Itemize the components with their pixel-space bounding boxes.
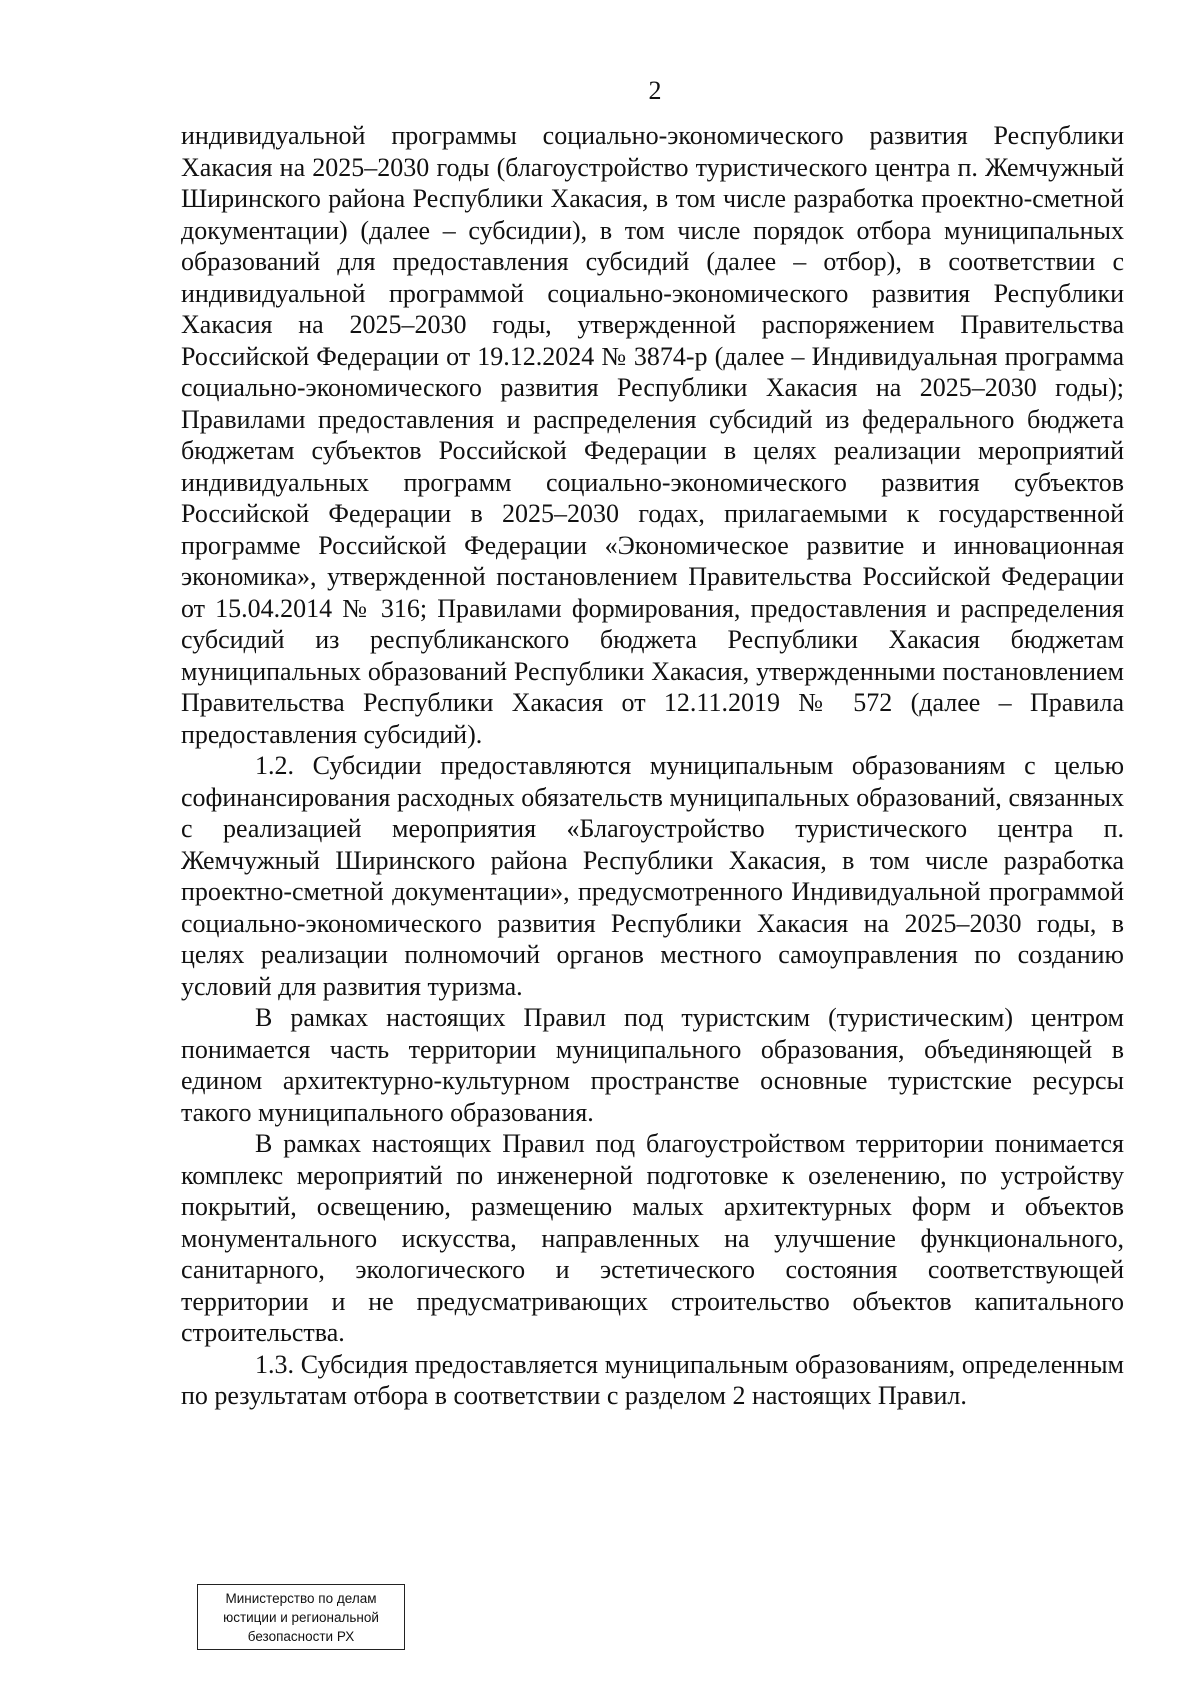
paragraph-improvement-definition: В рамках настоящих Правил под благоустройством территории понимается комплекс мероприятий по инженерной подготовке к озеленению, по устройству покрытий, освещению, размещению малых архитектурных форм и объектов монументального искусства, направленных на улучшение функционального, санитарного, экологического и эстетического состояния соответствующей территории и не предусматривающих строительство объектов капитального строительства. — [181, 1129, 1124, 1347]
page-number: 2 — [648, 76, 662, 105]
paragraph-tourist-center-definition: В рамках настоящих Правил под туристским (туристическим) центром понимается часть территории муниципального образования, объединяющей в едином архитектурно-культурном пространстве основные туристские ресурсы такого муниципального образования. — [181, 1003, 1124, 1127]
paragraph-1-1-continued: индивидуальной программы социально-экономического развития Республики Хакасия на 2025–2030 годы (благоустройство туристического центра п. Жемчужный Ширинского района Республики Хакасия, в том числе разработка проектно-сметной документации) (далее – субсидии), в том числе порядок отбора муниципальных образований для предоставления субсидий (далее – отбор), в соответствии с индивидуальной программой социально-экономического развития Республики Хакасия на 2025–2030 годы, утвержденной распоряжением Правительства Российской Федерации от 19.12.2024 № 3874-р (далее – Индивидуальная программа социально-экономического развития Республики Хакасия на 2025–2030 годы); Правилами предоставления и распределения субсидий из федерального бюджета бюджетам субъектов Российской Федерации в целях реализации мероприятий индивидуальных программ социально-экономического развития субъектов Российской Федерации в 2025–2030 годах, прилагаемыми к государственной программе Российской Федерации «Экономическое развитие и инновационная экономика», утвержденной постановлением Правительства Российской Федерации от 15.04.2014 № 316; Правилами формирования, предоставления и распределения субсидий из республиканского бюджета Республики Хакасия бюджетам муниципальных образований Республики Хакасия, утвержденными постановлением Правительства Республики Хакасия от 12.11.2019 № 572 (далее – Правила предоставления субсидий). — [181, 121, 1124, 749]
ministry-stamp — [197, 1584, 405, 1650]
paragraph-1-3: 1.3. Субсидия предоставляется муниципальным образованиям, определенным по результатам отбора в соответствии с разделом 2 настоящих Правил. — [181, 1349, 1124, 1410]
paragraph-1-2: 1.2. Субсидии предоставляются муниципальным образованиям с целью софинансирования расходных обязательств муниципальных образований, связанных с реализацией мероприятия «Благоустройство туристического центра п. Жемчужный Ширинского района Республики Хакасия, в том числе разработка проектно-сметной документации», предусмотренного Индивидуальной программой социально-экономического развития Республики Хакасия на 2025–2030 годы, в целях реализации полномочий органов местного самоуправления по созданию условий для развития туризма. — [181, 751, 1124, 1001]
document-body — [181, 120, 1124, 1412]
stamp-line-3: безопасности РХ — [247, 1629, 355, 1644]
stamp-line-1: Министерство по делам — [225, 1591, 377, 1606]
stamp-line-2: юстиции и региональной — [223, 1610, 379, 1625]
